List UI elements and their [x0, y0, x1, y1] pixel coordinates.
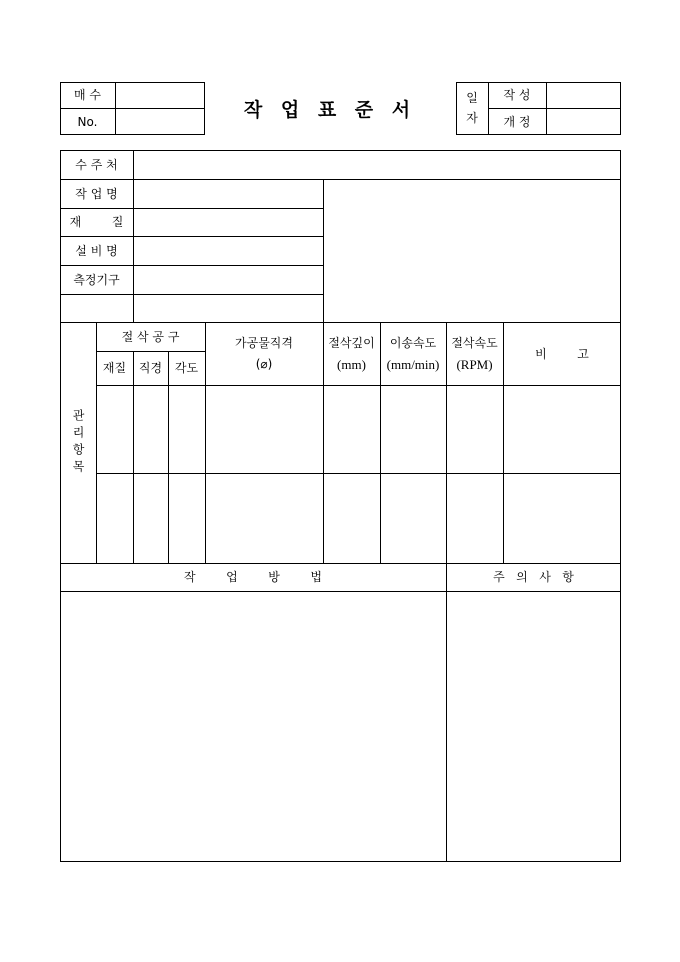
row1-tool-diameter-cell[interactable]	[134, 386, 167, 472]
feed-rate-label: 이송속도	[389, 336, 437, 350]
material-field[interactable]	[134, 209, 322, 235]
workpiece-diameter-label: 가공물직격	[235, 336, 293, 350]
remarks-label: 비 고	[535, 346, 589, 361]
cautions-area[interactable]	[447, 592, 620, 861]
job-name-field[interactable]	[134, 180, 322, 207]
revised-label: 개 정	[503, 114, 531, 129]
number-label: No.	[77, 114, 98, 129]
revised-date-field[interactable]	[547, 109, 620, 134]
equipment-field[interactable]	[134, 237, 322, 264]
management-items-label: 관리항목	[71, 408, 85, 477]
job-name-label: 작 업 명	[75, 186, 118, 201]
gauge-label: 측정기구	[73, 272, 120, 287]
extra-value-field[interactable]	[134, 295, 322, 321]
cut-speed-unit: (RPM)	[456, 356, 493, 372]
row1-cut-speed-cell[interactable]	[447, 386, 502, 472]
cut-speed-label: 절삭속도	[451, 336, 498, 350]
cautions-label: 주 의 사 항	[493, 570, 574, 584]
row2-feed-rate-cell[interactable]	[381, 474, 445, 562]
workpiece-diameter-unit: (⌀)	[255, 357, 273, 371]
written-label: 작 성	[503, 88, 531, 102]
row2-tool-diameter-cell[interactable]	[134, 474, 167, 562]
material-label: 재 질	[69, 215, 124, 229]
equipment-label: 설 비 명	[75, 243, 118, 258]
tool-diameter-label: 직경	[138, 361, 163, 375]
written-date-field[interactable]	[547, 83, 620, 107]
row2-cut-depth-cell[interactable]	[324, 474, 379, 562]
tool-angle-label: 각도	[174, 361, 199, 375]
sheet-count-field[interactable]	[116, 83, 204, 107]
row2-tool-angle-cell[interactable]	[169, 474, 204, 562]
row1-remarks-cell[interactable]	[504, 386, 620, 472]
sheet-count-label: 매 수	[74, 88, 101, 102]
feed-rate-unit: (mm/min)	[386, 356, 440, 372]
tool-material-label: 재질	[102, 361, 127, 375]
row2-remarks-cell[interactable]	[504, 474, 620, 562]
row2-workpiece-diameter-cell[interactable]	[206, 474, 322, 562]
row1-tool-material-cell[interactable]	[97, 386, 132, 472]
extra-label-field[interactable]	[61, 295, 132, 321]
client-label: 수 주 처	[75, 157, 118, 172]
row2-tool-material-cell[interactable]	[97, 474, 132, 562]
row1-cut-depth-cell[interactable]	[324, 386, 379, 472]
date-label-top: 일	[466, 91, 478, 105]
document-title: 작 업 표 준 서	[243, 98, 417, 121]
number-field[interactable]	[116, 109, 204, 134]
work-method-label: 작 업 방 법	[184, 570, 322, 584]
drawing-area[interactable]	[324, 180, 620, 321]
cut-depth-unit: (mm)	[337, 356, 366, 372]
cutting-tool-label: 절 삭 공 구	[121, 329, 180, 344]
row1-tool-angle-cell[interactable]	[169, 386, 204, 472]
client-field[interactable]	[134, 151, 620, 178]
gauge-field[interactable]	[134, 266, 322, 293]
row1-workpiece-diameter-cell[interactable]	[206, 386, 322, 472]
work-method-area[interactable]	[61, 592, 445, 861]
cut-depth-label: 절삭깊이	[328, 336, 375, 350]
row1-feed-rate-cell[interactable]	[381, 386, 445, 472]
row2-cut-speed-cell[interactable]	[447, 474, 502, 562]
date-label-bottom: 자	[466, 111, 478, 125]
